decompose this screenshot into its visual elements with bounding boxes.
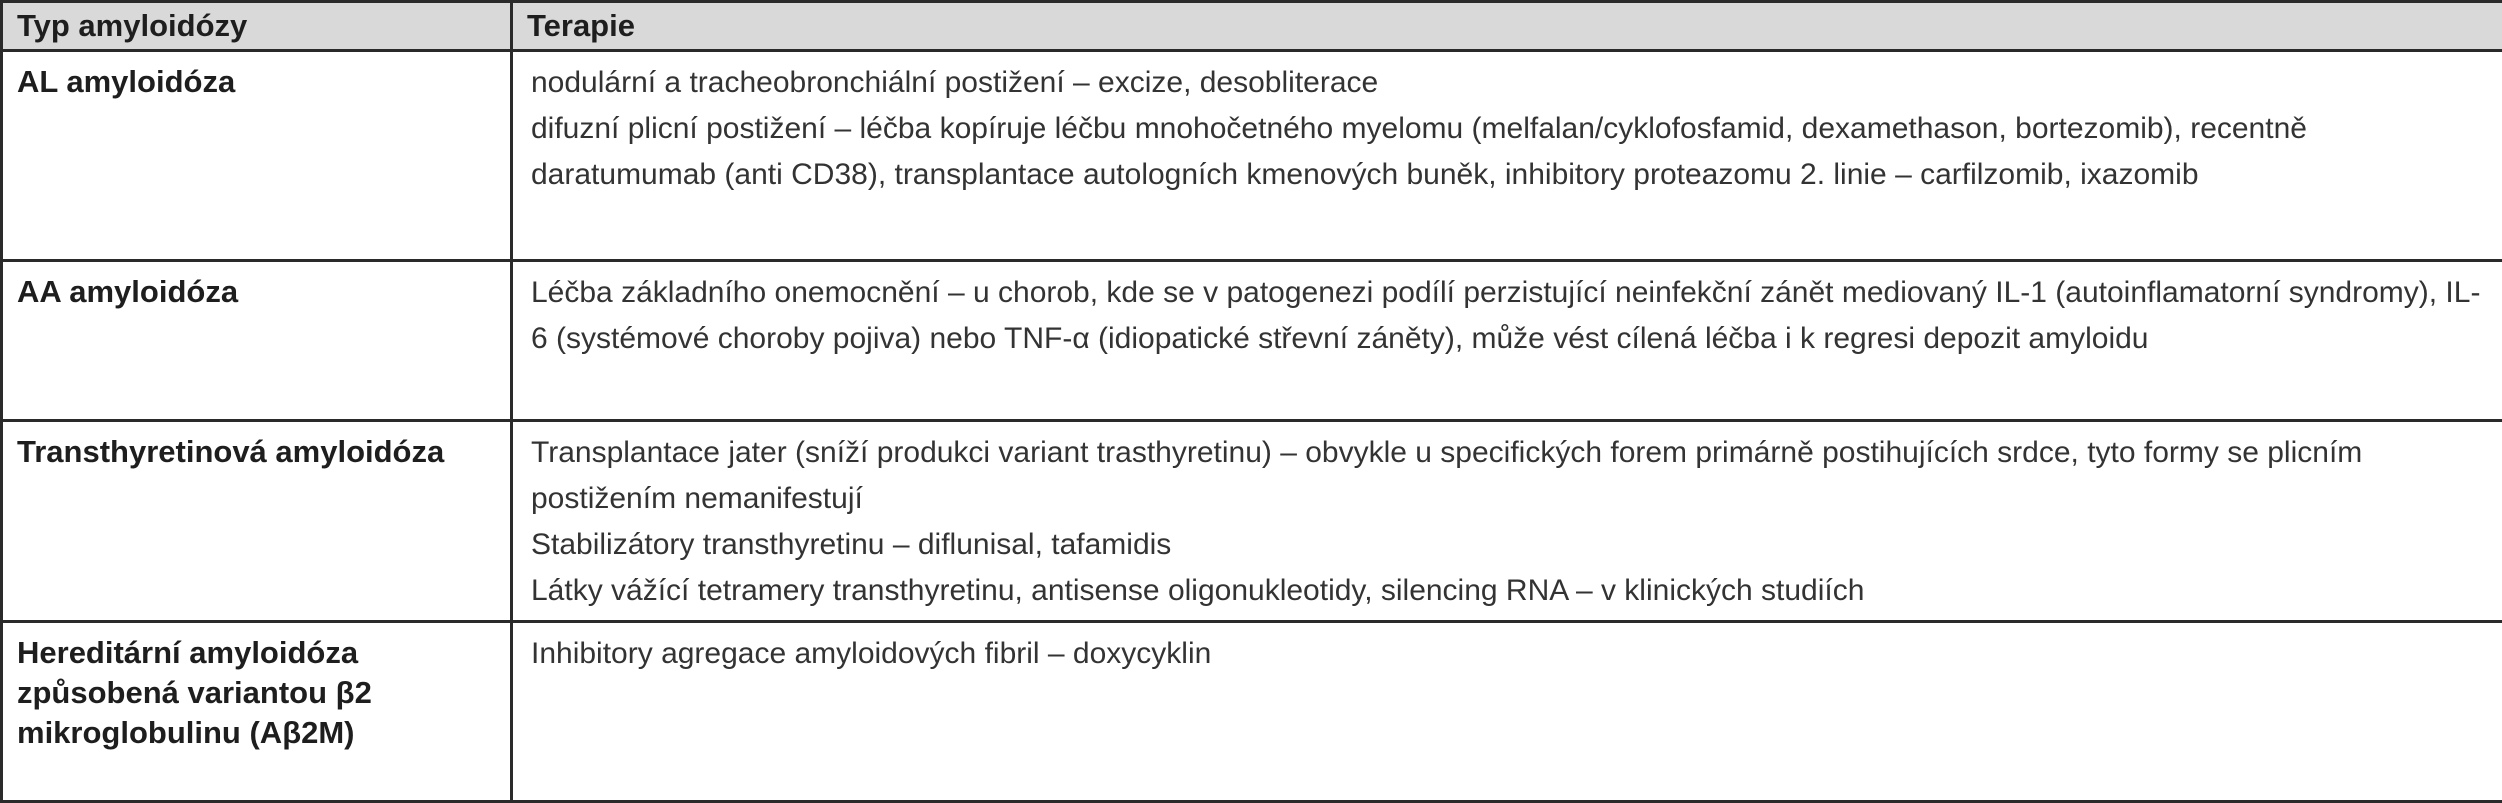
header-row xyxy=(2,2,2502,51)
row-type-al: AL amyloidóza xyxy=(2,51,512,261)
therapy-line: nodulární a tracheobronchiální postižení – excize, desobliterace xyxy=(531,60,2488,106)
row-type-aa: AA amyloidóza xyxy=(2,261,512,421)
row-therapy-ttr xyxy=(512,421,2502,622)
row-therapy-aa xyxy=(512,261,2502,421)
therapy-line: Léčba základního onemocnění – u chorob, kde se v patogenezi podílí perzistující neinfekční zánět mediovaný IL-1 (autoinflamatorní syndromy), IL-6 (systémové choroby pojiva) nebo TNF-α (idiopatické střevní záněty), může vést cílená léčba i k regresi depozit amyloidu xyxy=(531,270,2488,362)
table-header xyxy=(2,2,2502,51)
header-type: Typ amyloidózy xyxy=(2,2,512,51)
table-row xyxy=(2,51,2502,261)
table-row xyxy=(2,622,2502,802)
therapy-line: Stabilizátory transthyretinu – diflunisal, tafamidis xyxy=(531,522,2488,568)
table-row xyxy=(2,261,2502,421)
row-type-ttr: Transthyretinová amyloidóza xyxy=(2,421,512,622)
table-row xyxy=(2,421,2502,622)
row-therapy-b2m xyxy=(512,622,2502,802)
therapy-line: Inhibitory agregace amyloidových fibril – doxycyklin xyxy=(531,631,2488,677)
row-type-b2m: Hereditární amyloidóza způsobená variantou β2 mikroglobulinu (Aβ2M) xyxy=(2,622,512,802)
header-therapy: Terapie xyxy=(512,2,2502,51)
row-therapy-al xyxy=(512,51,2502,261)
therapy-line: Transplantace jater (sníží produkci variant trasthyretinu) – obvykle u specifických forem primárně postihujících srdce, tyto formy se plicním postižením nemanifestují xyxy=(531,430,2488,522)
therapy-line: difuzní plicní postižení – léčba kopíruje léčbu mnohočetného myelomu (melfalan/cyklofosfamid, dexamethason, bortezomib), recentně daratumumab (anti CD38), transplantace autologních kmenových buněk, inhibitory proteazomu 2. linie – carfilzomib, ixazomib xyxy=(531,106,2488,198)
table-body xyxy=(2,51,2502,802)
therapy-line: Látky vážící tetramery transthyretinu, antisense oligonukleotidy, silencing RNA – v klinických studiích xyxy=(531,568,2488,614)
